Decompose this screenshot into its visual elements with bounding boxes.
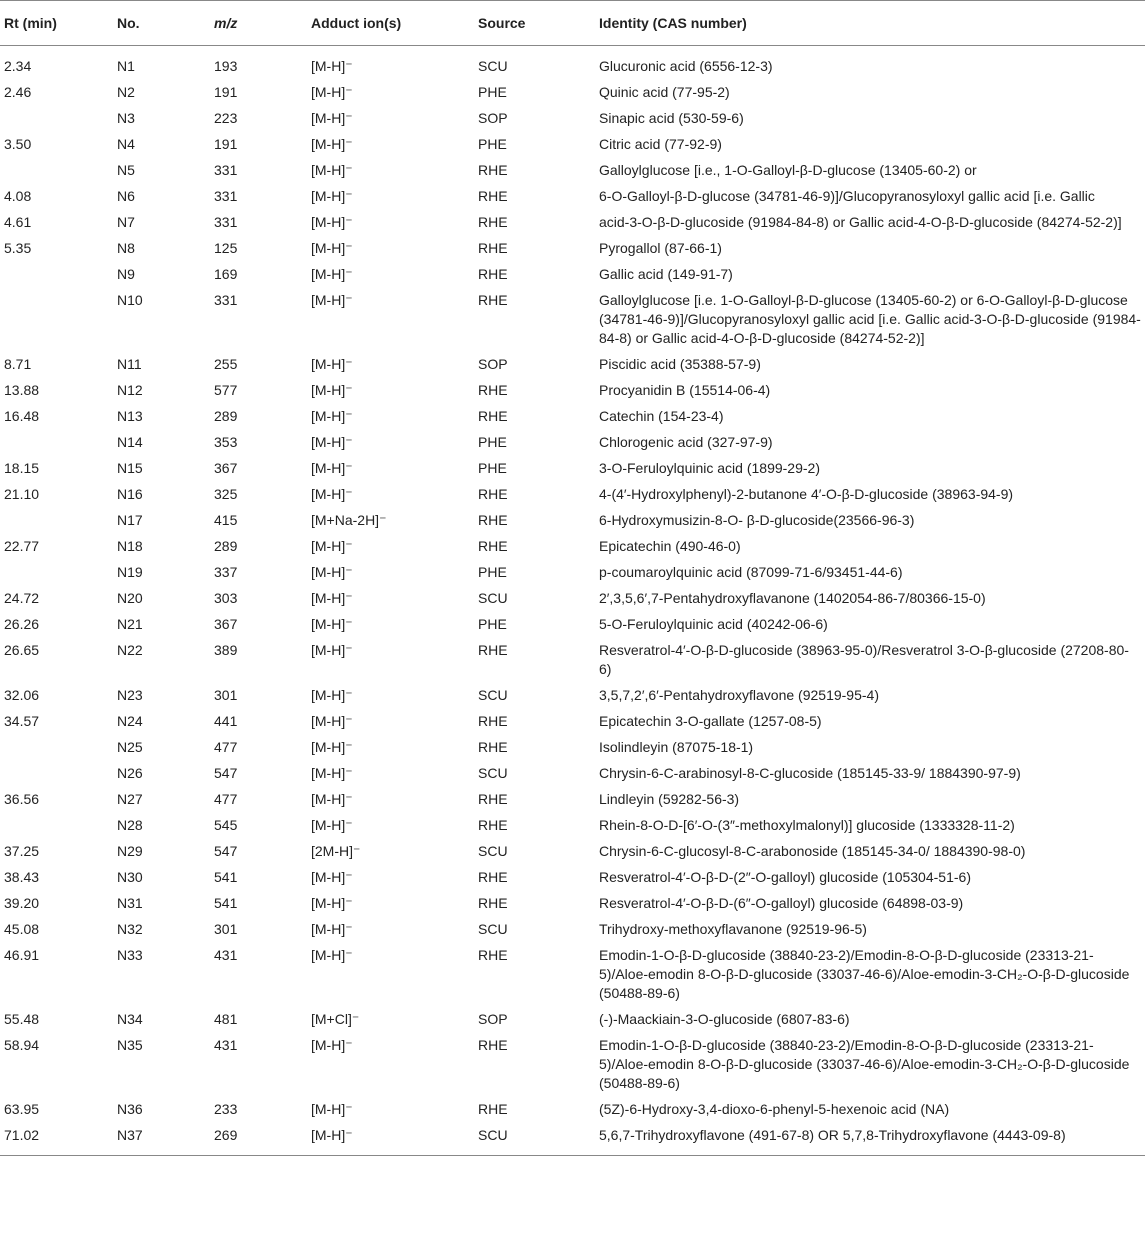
cell-rt [0,287,113,351]
cell-identity: Emodin-1-O-β-D-glucoside (38840-23-2)/Emodin-8-O-β-D-glucoside (23313-21-5)/Aloe-emodin 8-O-β-D-glucoside (33037-46-6)/Aloe-emodin-3-CH₂-O-β-D-glucoside (50488-89-6) [599,1037,1130,1091]
cell-mz: 389 [214,642,238,658]
cell-mz: 547 [214,843,238,859]
cell-source: RHE [478,162,508,178]
cell-source: RHE [478,1037,508,1053]
cell-mz: 367 [214,460,238,476]
table-row [0,682,1145,708]
cell-source: SOP [478,1011,508,1027]
cell-mz: 367 [214,616,238,632]
cell-source: RHE [478,1101,508,1117]
table-row [0,455,1145,481]
table-row [0,585,1145,611]
cell-adduct: [M-H]⁻ [311,460,353,476]
cell-rt: 71.02 [0,1122,113,1156]
cell-identity: (-)-Maackiain-3-O-glucoside (6807-83-6) [599,1011,850,1027]
cell-adduct: [M-H]⁻ [311,564,353,580]
cell-no: N36 [117,1101,143,1117]
cell-identity: Resveratrol-4′-O-β-D-(6″-O-galloyl) glucoside (64898-03-9) [599,895,964,911]
cell-identity: Lindleyin (59282-56-3) [599,791,740,807]
cell-adduct: [M-H]⁻ [311,1037,353,1053]
cell-mz: 193 [214,58,238,74]
cell-adduct: [M-H]⁻ [311,687,353,703]
cell-rt: 2.46 [4,84,32,100]
cell-adduct: [M-H]⁻ [311,947,353,963]
table-row [0,942,1145,1006]
cell-adduct: [M-H]⁻ [311,817,353,833]
cell-no: N22 [117,642,143,658]
cell-identity: Trihydroxy-methoxyflavanone (92519-96-5) [599,921,867,937]
cell-no: N15 [117,460,143,476]
cell-no: N8 [117,240,135,256]
cell-adduct: [M+Cl]⁻ [311,1011,360,1027]
cell-no: N33 [117,947,143,963]
cell-identity: Rhein-8-O-D-[6′-O-(3″-methoxylmalonyl)] glucoside (1333328-11-2) [599,817,1015,833]
cell-mz: 301 [214,687,238,703]
table-row [0,1006,1145,1032]
cell-no: N35 [117,1037,143,1053]
cell-identity: p-coumaroylquinic acid (87099-71-6/93451-44-6) [599,564,903,580]
cell-mz: 191 [214,136,238,152]
header-source: Source [474,1,595,46]
cell-source: RHE [478,240,508,256]
table-row [0,481,1145,507]
cell-adduct: [M-H]⁻ [311,188,353,204]
cell-source: RHE [478,791,508,807]
cell-mz: 337 [214,564,238,580]
cell-rt: 16.48 [4,408,40,424]
cell-adduct: [M-H]⁻ [311,486,353,502]
cell-rt [0,812,113,838]
table-row [0,533,1145,559]
cell-identity: 4-(4′-Hydroxylphenyl)-2-butanone 4′-O-β-D-glucoside (38963-94-9) [599,486,1014,502]
table-row [0,351,1145,377]
cell-no: N26 [117,765,143,781]
cell-source: RHE [478,512,508,528]
cell-no: N4 [117,136,135,152]
cell-rt: 38.43 [4,869,40,885]
cell-mz: 191 [214,84,238,100]
cell-mz: 223 [214,110,238,126]
cell-rt [0,157,113,183]
cell-mz: 331 [214,162,238,178]
cell-adduct: [M-H]⁻ [311,739,353,755]
cell-identity: Epicatechin (490-46-0) [599,538,741,554]
cell-no: N21 [117,616,143,632]
cell-adduct: [M-H]⁻ [311,642,353,658]
table-row [0,864,1145,890]
cell-source: SOP [478,356,508,372]
cell-source: RHE [478,538,508,554]
cell-rt: 18.15 [4,460,40,476]
cell-no: N6 [117,188,135,204]
cell-identity: Chrysin-6-C-arabinosyl-8-C-glucoside (185145-33-9/ 1884390-97-9) [599,765,1021,781]
cell-source: SCU [478,843,508,859]
cell-no: N18 [117,538,143,554]
cell-identity: Isolindleyin (87075-18-1) [599,739,754,755]
cell-no: N17 [117,512,143,528]
cell-identity: Sinapic acid (530-59-6) [599,110,744,126]
cell-identity: Gallic acid (149-91-7) [599,266,733,282]
cell-mz: 545 [214,817,238,833]
cell-mz: 255 [214,356,238,372]
cell-rt: 45.08 [4,921,40,937]
cell-adduct: [M-H]⁻ [311,1101,353,1117]
table-row [0,209,1145,235]
cell-adduct: [M-H]⁻ [311,538,353,554]
cell-adduct: [M-H]⁻ [311,791,353,807]
cell-adduct: [M-H]⁻ [311,869,353,885]
cell-mz: 233 [214,1101,238,1117]
cell-identity: acid-3-O-β-D-glucoside (91984-84-8) or Gallic acid-4-O-β-D-glucoside (84274-52-2)] [599,214,1122,230]
cell-identity: Galloylglucose [i.e., 1-O-Galloyl-β-D-glucose (13405-60-2) or [599,162,977,178]
cell-rt [0,559,113,585]
header-identity: Identity (CAS number) [595,1,1145,46]
table-row [0,611,1145,637]
table-row [0,890,1145,916]
cell-identity: 3-O-Feruloylquinic acid (1899-29-2) [599,460,820,476]
cell-identity: Procyanidin B (15514-06-4) [599,382,771,398]
cell-adduct: [M-H]⁻ [311,240,353,256]
cell-mz: 289 [214,538,238,554]
cell-source: SCU [478,590,508,606]
cell-no: N2 [117,84,135,100]
table-row [0,1032,1145,1096]
cell-adduct: [M-H]⁻ [311,84,353,100]
cell-adduct: [M-H]⁻ [311,434,353,450]
cell-no: N34 [117,1011,143,1027]
table-row [0,637,1145,682]
cell-no: N12 [117,382,143,398]
cell-source: RHE [478,817,508,833]
table-row [0,734,1145,760]
cell-no: N31 [117,895,143,911]
cell-no: N23 [117,687,143,703]
cell-identity: Resveratrol-4′-O-β-D-(2″-O-galloyl) glucoside (105304-51-6) [599,869,971,885]
cell-adduct: [M-H]⁻ [311,58,353,74]
cell-adduct: [M-H]⁻ [311,110,353,126]
table-row [0,786,1145,812]
cell-source: PHE [478,616,507,632]
cell-adduct: [M-H]⁻ [311,266,353,282]
cell-identity: Quinic acid (77-95-2) [599,84,730,100]
table-row [0,131,1145,157]
cell-identity: Chlorogenic acid (327-97-9) [599,434,773,450]
cell-no: N28 [117,817,143,833]
cell-rt [0,105,113,131]
cell-mz: 331 [214,188,238,204]
cell-mz: 431 [214,1037,238,1053]
cell-rt: 3.50 [4,136,32,152]
cell-no: N29 [117,843,143,859]
cell-no: N13 [117,408,143,424]
cell-source: SCU [478,687,508,703]
header-adduct: Adduct ion(s) [307,1,474,46]
cell-mz: 441 [214,713,238,729]
table-row [0,377,1145,403]
cell-no: N7 [117,214,135,230]
table-row [0,46,1145,80]
cell-rt: 5.35 [4,240,32,256]
cell-rt: 63.95 [4,1101,40,1117]
cell-rt: 8.71 [4,356,32,372]
cell-source: RHE [478,947,508,963]
cell-identity: Epicatechin 3-O-gallate (1257-08-5) [599,713,822,729]
cell-identity: 6-Hydroxymusizin-8-O- β-D-glucoside(23566-96-3) [599,512,915,528]
cell-adduct: [M-H]⁻ [311,382,353,398]
cell-rt: 39.20 [4,895,40,911]
cell-source: RHE [478,713,508,729]
table-row [0,183,1145,209]
cell-rt: 32.06 [4,687,40,703]
cell-rt: 46.91 [4,947,40,963]
cell-adduct: [M-H]⁻ [311,895,353,911]
table-row [0,105,1145,131]
cell-no: N1 [117,58,135,74]
cell-source: RHE [478,869,508,885]
cell-source: RHE [478,895,508,911]
cell-adduct: [M-H]⁻ [311,214,353,230]
cell-rt [0,760,113,786]
cell-rt: 24.72 [4,590,40,606]
cell-mz: 431 [214,947,238,963]
cell-adduct: [M-H]⁻ [311,921,353,937]
cell-source: RHE [478,486,508,502]
cell-mz: 577 [214,382,238,398]
cell-rt [0,261,113,287]
table-row [0,235,1145,261]
cell-rt: 2.34 [4,58,32,74]
cell-mz: 541 [214,869,238,885]
cell-no: N11 [117,356,142,372]
cell-mz: 547 [214,765,238,781]
cell-source: PHE [478,84,507,100]
cell-no: N10 [117,292,143,308]
table-row [0,708,1145,734]
cell-adduct: [2M-H]⁻ [311,843,361,859]
cell-source: RHE [478,292,508,308]
table-row [0,157,1145,183]
cell-source: RHE [478,266,508,282]
cell-rt: 36.56 [4,791,40,807]
cell-rt: 55.48 [4,1011,40,1027]
cell-no: N20 [117,590,143,606]
cell-rt: 34.57 [4,713,40,729]
cell-no: N5 [117,162,135,178]
cell-mz: 477 [214,791,238,807]
cell-rt: 26.26 [4,616,40,632]
cell-source: SOP [478,110,508,126]
cell-rt [0,734,113,760]
cell-source: SCU [474,1122,595,1156]
cell-identity: 5,6,7-Trihydroxyflavone (491-67-8) OR 5,7,8-Trihydroxyflavone (4443-09-8) [595,1122,1145,1156]
cell-identity: Resveratrol-4′-O-β-D-glucoside (38963-95-0)/Resveratrol 3-O-β-glucoside (27208-80-6) [599,642,1129,677]
cell-mz: 303 [214,590,238,606]
cell-mz: 541 [214,895,238,911]
cell-adduct: [M-H]⁻ [311,162,353,178]
cell-rt: 22.77 [4,538,40,554]
cell-rt [0,429,113,455]
cell-identity: Catechin (154-23-4) [599,408,724,424]
cell-adduct: [M-H]⁻ [311,590,353,606]
cell-mz: 481 [214,1011,238,1027]
cell-adduct: [M-H]⁻ [311,616,353,632]
cell-source: RHE [478,214,508,230]
cell-mz: 331 [214,214,238,230]
cell-identity: 6-O-Galloyl-β-D-glucose (34781-46-9)]/Glucopyranosyloxyl gallic acid [i.e. Gallic [599,188,1095,204]
cell-adduct: [M-H]⁻ [311,136,353,152]
cell-rt: 26.65 [4,642,40,658]
cell-adduct: [M+Na-2H]⁻ [311,512,387,528]
cell-no: N24 [117,713,143,729]
cell-adduct: [M-H]⁻ [307,1122,474,1156]
table-row [0,79,1145,105]
cell-mz: 289 [214,408,238,424]
cell-no: N30 [117,869,143,885]
cell-no: N27 [117,791,143,807]
cell-no: N19 [117,564,143,580]
cell-mz: 301 [214,921,238,937]
cell-source: RHE [478,408,508,424]
table-row [0,916,1145,942]
cell-adduct: [M-H]⁻ [311,765,353,781]
table-row [0,507,1145,533]
cell-no: N14 [117,434,143,450]
cell-rt [0,507,113,533]
cell-identity: Galloylglucose [i.e. 1-O-Galloyl-β-D-glucose (13405-60-2) or 6-O-Galloyl-β-D-glucose (34781-46-9)]/Glucopyranosyloxyl gallic acid [i.e. Gallic acid-3-O-β-D-glucoside (91984-84-8) or Gallic acid-4-O-β-D-glucoside (84274-52-2)] [599,292,1141,346]
cell-identity: Glucuronic acid (6556-12-3) [599,58,773,74]
table-header [0,1,1145,46]
cell-adduct: [M-H]⁻ [311,356,353,372]
header-no: No. [113,1,210,46]
cell-source: PHE [478,136,507,152]
cell-source: SCU [478,58,508,74]
header-mz: m/z [210,1,307,46]
table-row [0,1122,1145,1156]
cell-identity: (5Z)-6-Hydroxy-3,4-dioxo-6-phenyl-5-hexenoic acid (NA) [599,1101,950,1117]
table-body [0,46,1145,1156]
cell-identity: 5-O-Feruloylquinic acid (40242-06-6) [599,616,828,632]
table-row [0,1096,1145,1122]
cell-rt: 13.88 [4,382,40,398]
cell-mz: 325 [214,486,238,502]
table-row [0,287,1145,351]
table-row [0,429,1145,455]
cell-identity: Chrysin-6-C-glucosyl-8-C-arabonoside (185145-34-0/ 1884390-98-0) [599,843,1026,859]
cell-rt: 21.10 [4,486,40,502]
cell-source: RHE [478,642,508,658]
table-row [0,760,1145,786]
cell-identity: Pyrogallol (87-66-1) [599,240,722,256]
table-row [0,403,1145,429]
cell-source: PHE [478,434,507,450]
cell-identity: Emodin-1-O-β-D-glucoside (38840-23-2)/Emodin-8-O-β-D-glucoside (23313-21-5)/Aloe-emodin 8-O-β-D-glucoside (33037-46-6)/Aloe-emodin-3-CH₂-O-β-D-glucoside (50488-89-6) [599,947,1130,1001]
cell-mz: 169 [214,266,238,282]
cell-identity: Piscidic acid (35388-57-9) [599,356,761,372]
cell-no: N9 [117,266,135,282]
table-row [0,559,1145,585]
cell-no: N25 [117,739,143,755]
cell-identity: 2′,3,5,6′,7-Pentahydroxyflavanone (1402054-86-7/80366-15-0) [599,590,986,606]
table-row [0,261,1145,287]
cell-mz: 353 [214,434,238,450]
cell-source: PHE [478,460,507,476]
cell-no: N16 [117,486,143,502]
cell-source: SCU [478,921,508,937]
cell-identity: 3,5,7,2′,6′-Pentahydroxyflavone (92519-95-4) [599,687,879,703]
header-rt: Rt (min) [0,1,113,46]
cell-mz: 125 [214,240,238,256]
cell-source: PHE [478,564,507,580]
table-row [0,838,1145,864]
cell-rt: 4.08 [4,188,32,204]
cell-mz: 331 [214,292,238,308]
cell-mz: 415 [214,512,238,528]
cell-adduct: [M-H]⁻ [311,713,353,729]
cell-source: RHE [478,188,508,204]
cell-source: SCU [478,765,508,781]
cell-identity: Citric acid (77-92-9) [599,136,722,152]
cell-rt: 58.94 [4,1037,40,1053]
header-row [0,1,1145,46]
cell-source: RHE [478,382,508,398]
cell-adduct: [M-H]⁻ [311,408,353,424]
cell-rt: 4.61 [4,214,32,230]
cell-adduct: [M-H]⁻ [311,292,353,308]
cell-no: N3 [117,110,135,126]
cell-rt: 37.25 [4,843,40,859]
cell-no: N37 [113,1122,210,1156]
cell-mz: 477 [214,739,238,755]
cell-mz: 269 [210,1122,307,1156]
cell-source: RHE [478,739,508,755]
table-row [0,812,1145,838]
cell-no: N32 [117,921,143,937]
